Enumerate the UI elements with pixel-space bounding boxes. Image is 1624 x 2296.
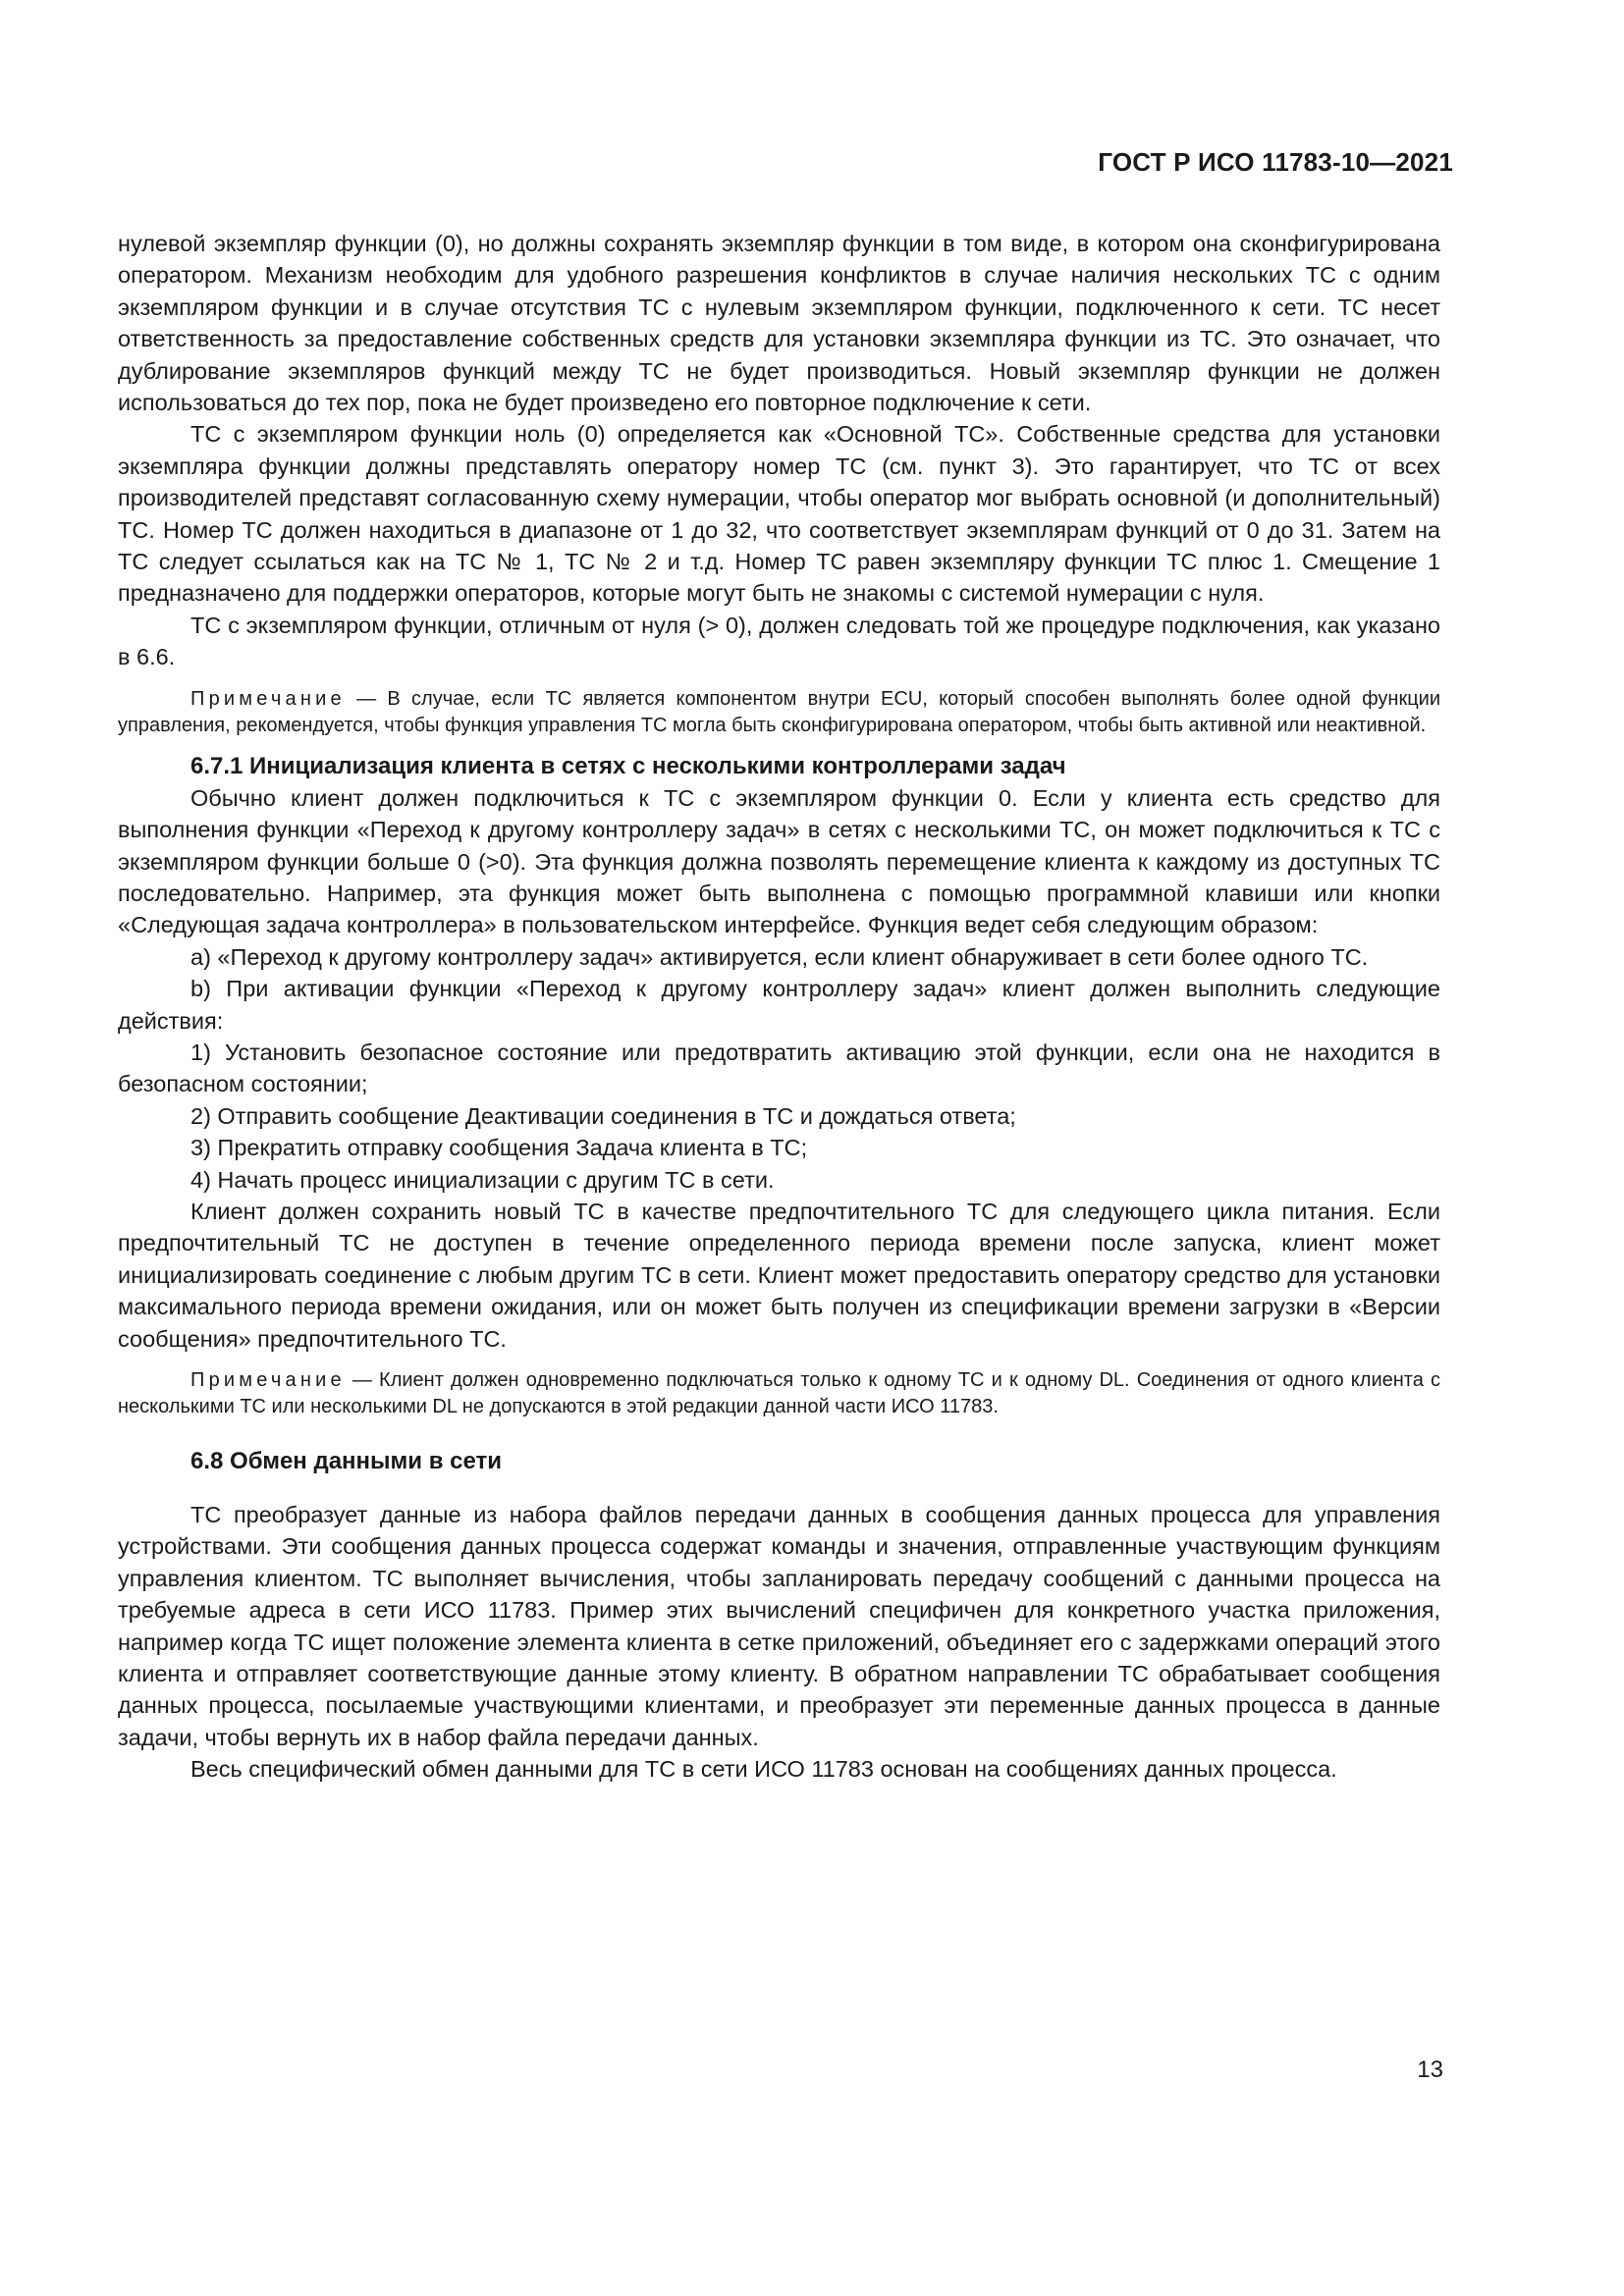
paragraph: ТС с экземпляром функции ноль (0) определяется как «Основной ТС». Собственные средства для установки экземпляра функции должны представлять оператору номер ТС (см. пункт 3). Это гарантирует, что ТС от всех производителей представят согласованную схему нумерации, чтобы оператор мог выбрать основной (и дополнительный) ТС. Номер ТС должен находиться в диапазоне от 1 до 32, что соответствует экземплярам функций от 0 до 31. Затем на ТС следует ссылаться как на ТС № 1, ТС № 2 и т.д. Номер ТС равен экземпляру функции ТС плюс 1. Смещение 1 предназначено для поддержки операторов, которые могут быть не знакомы с системой нумерации с нуля. bbox=[118, 421, 1440, 607]
paragraph: ТС преобразует данные из набора файлов передачи данных в сообщения данных процесса для управления устройствами. Эти сообщения данных процесса содержат команды и значения, отправленные участвующим функциям управления клиентом. ТС выполняет вычисления, чтобы запланировать передачу сообщений с данными процесса на требуемые адреса в сети ИСО 11783. Пример этих вычислений специфичен для конкретного участка приложения, например когда ТС ищет положение элемента клиента в сетке приложений, объединяет его с задержками операций этого клиента и отправляет соответствующие данные этому клиенту. В обратном направлении ТС обрабатывает сообщения данных процесса, посылаемые участвующими клиентами, и преобразует эти переменные данных процесса в данные задачи, чтобы вернуть их в набор файла передачи данных. bbox=[118, 1502, 1440, 1750]
paragraph: Весь специфический обмен данными для ТС в сети ИСО 11783 основан на сообщениях данных процесса. bbox=[190, 1756, 1337, 1783]
list-item: 3) Прекратить отправку сообщения Задача клиента в ТС; bbox=[190, 1135, 808, 1161]
paragraph: ТС с экземпляром функции, отличным от нуля (> 0), должен следовать той же процедуре подключения, как указано в 6.6. bbox=[118, 612, 1440, 670]
note-label: Примечание bbox=[190, 687, 346, 710]
paragraph: Клиент должен сохранить новый ТС в качестве предпочтительного ТС для следующего цикла питания. Если предпочтительный ТС не доступен в течение определенного периода времени после запуска, клиент может инициализировать соединение с любым другим ТС в сети. Клиент может предоставить оператору средство для установки максимального периода времени ожидания, или он может быть получен из спецификации времени загрузки в «Версии сообщения» предпочтительного ТС. bbox=[118, 1198, 1440, 1352]
list-item: 2) Отправить сообщение Деактивации соединения в ТС и дождаться ответа; bbox=[190, 1102, 1016, 1129]
note-text: — Клиент должен одновременно подключаться только к одному ТС и к одному DL. Соединения от одного клиента с несколькими ТС или несколькими DL не допускаются в этой редакции данной части ИСО 11783. bbox=[118, 1369, 1440, 1417]
list-item: 1) Установить безопасное состояние или предотвратить активацию этой функции, если она не находится в безопасном состоянии; bbox=[118, 1039, 1440, 1097]
paragraph: Обычно клиент должен подключиться к ТС с экземпляром функции 0. Если у клиента есть средство для выполнения функции «Переход к другому контроллеру задач» в сетях с несколькими ТС, он может подключиться к ТС с экземпляром функции больше 0 (>0). Эта функция должна позволять перемещение клиента к каждому из доступных ТС последовательно. Например, эта функция может быть выполнена с помощью программной клавиши или кнопки «Следующая задача контроллера» в пользовательском интерфейсе. Функция ведет себя следующим образом: bbox=[118, 784, 1440, 938]
section-heading: 6.8 Обмен данными в сети bbox=[190, 1448, 503, 1474]
list-item: 4) Начать процесс инициализации с другим ТС в сети. bbox=[190, 1166, 775, 1193]
page-content bbox=[118, 228, 1440, 1786]
note-label: Примечание bbox=[190, 1369, 346, 1391]
page-number: 13 bbox=[1417, 2056, 1443, 2083]
note bbox=[118, 686, 1440, 739]
list-item: b) При активации функции «Переход к другому контроллеру задач» клиент должен выполнить следующие действия: bbox=[118, 976, 1440, 1034]
section-heading: 6.7.1 Инициализация клиента в сетях с несколькими контроллерами задач bbox=[190, 752, 1066, 779]
paragraph: нулевой экземпляр функции (0), но должны сохранять экземпляр функции в том виде, в котором она сконфигурирована оператором. Механизм необходим для удобного разрешения конфликтов в случае наличия нескольких ТС с одним экземпляром функции и в случае отсутствия ТС с нулевым экземпляром функции, подключенного к сети. ТС несет ответственность за предоставление собственных средств для установки экземпляра функции из ТС. Это означает, что дублирование экземпляров функций между ТС не будет производиться. Новый экземпляр функции не должен использоваться до тех пор, пока не будет произведено его повторное подключение к сети. bbox=[118, 231, 1440, 416]
note-text: — В случае, если ТС является компонентом внутри ECU, который способен выполнять более одной функции управления, рекомендуется, чтобы функция управления ТС могла быть сконфигурирована оператором, чтобы быть активной или неактивной. bbox=[118, 687, 1440, 736]
document-code: ГОСТ Р ИСО 11783-10—2021 bbox=[1098, 147, 1453, 177]
list-item: a) «Переход к другому контроллеру задач» активируется, если клиент обнаруживает в сети более одного ТС. bbox=[190, 943, 1369, 970]
note bbox=[118, 1367, 1440, 1420]
